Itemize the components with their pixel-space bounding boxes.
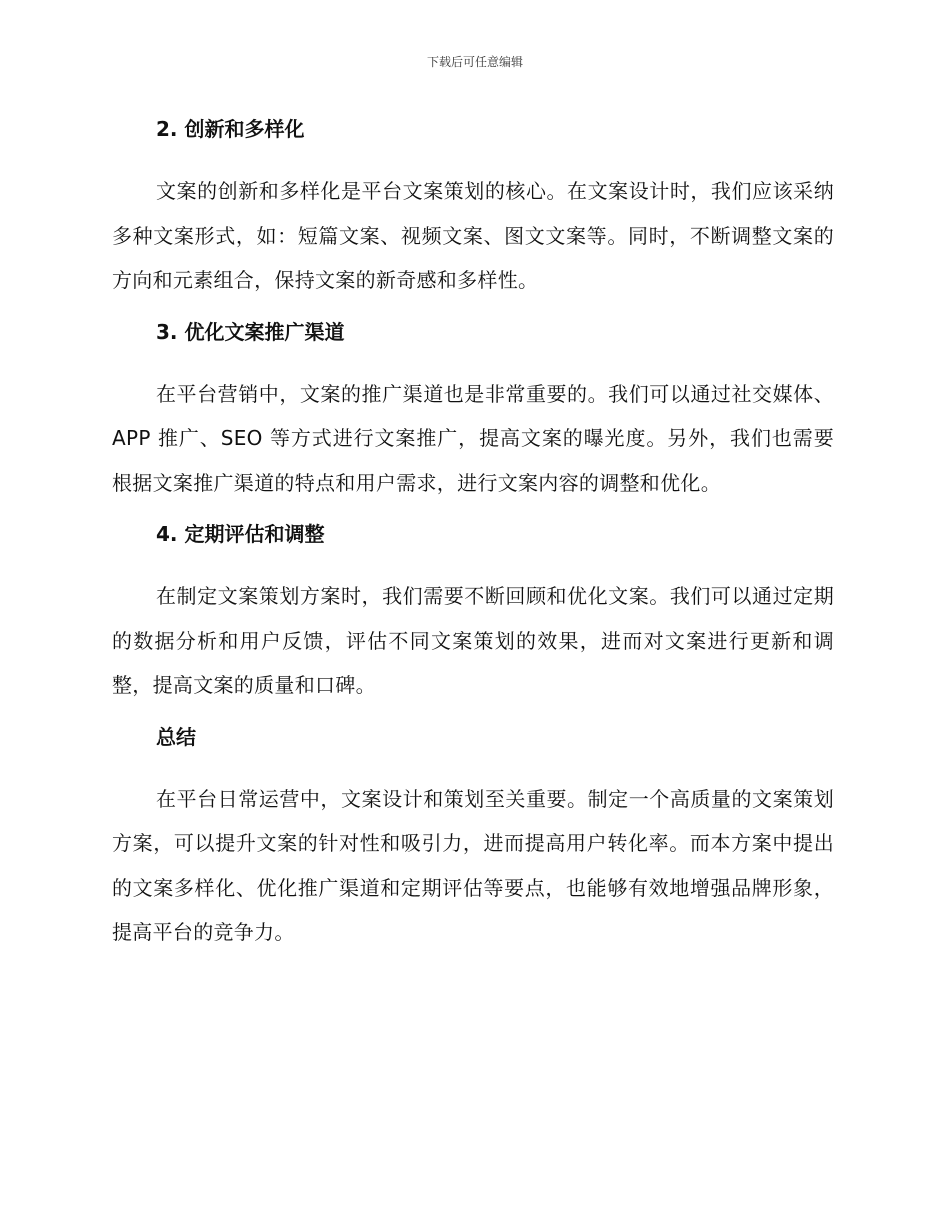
section-heading-evaluation: 4. 定期评估和调整 [156, 522, 325, 546]
page-header: 下载后可任意编辑 [426, 55, 523, 69]
document-body [112, 114, 834, 969]
section-paragraph-channels: 在平台营销中，文案的推广渠道也是非常重要的。我们可以通过社交媒体、APP 推广、SEO 等方式进行文案推广，提高文案的曝光度。另外，我们也需要根据文案推广渠道的特点和用户需求，进行文案内容的调整和优化。 [112, 381, 834, 495]
section-heading-channels: 3. 优化文案推广渠道 [156, 319, 345, 344]
section-heading-innovation: 2. 创新和多样化 [156, 117, 305, 141]
section-paragraph-innovation: 文案的创新和多样化是平台文案策划的核心。在文案设计时，我们应该采纳多种文案形式，如：短篇文案、视频文案、图文文案等。同时，不断调整文案的方向和元素组合，保持文案的新奇感和多样性。 [112, 179, 834, 292]
section-paragraph-summary: 在平台日常运营中，文案设计和策划至关重要。制定一个高质量的文案策划方案，可以提升文案的针对性和吸引力，进而提高用户转化率。而本方案中提出的文案多样化、优化推广渠道和定期评估等要点，也能够有效地增强品牌形象，提高平台的竞争力。 [112, 786, 834, 944]
section-paragraph-evaluation: 在制定文案策划方案时，我们需要不断回顾和优化文案。我们可以通过定期的数据分析和用户反馈，评估不同文案策划的效果，进而对文案进行更新和调整，提高文案的质量和口碑。 [112, 584, 834, 697]
section-heading-summary: 总结 [156, 724, 196, 749]
